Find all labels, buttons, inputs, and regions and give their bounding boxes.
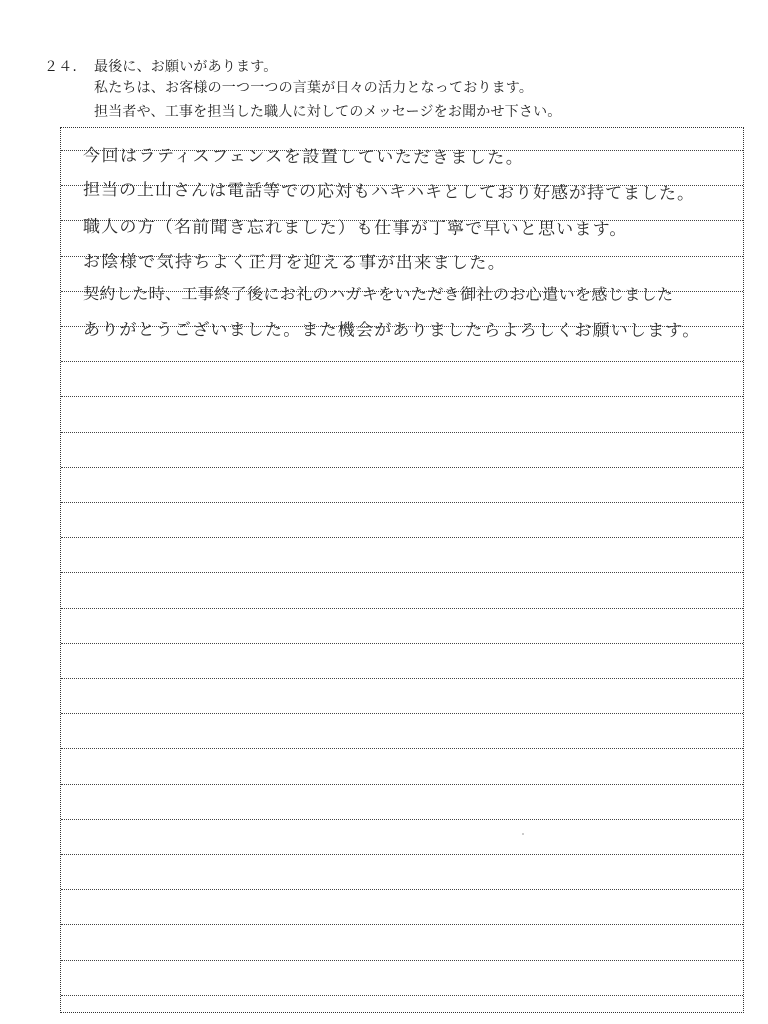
ruled-line xyxy=(61,713,743,714)
ruled-line xyxy=(61,819,743,820)
handwritten-answer-box xyxy=(60,127,744,1013)
answer-line-5: 契約した時、工事終了後にお礼のハガキをいただき御社のお心遣いを感じました xyxy=(82,284,674,305)
question-description-line-2: 担当者や、工事を担当した職人に対してのメッセージをお聞かせ下さい。 xyxy=(94,104,562,120)
ruled-line xyxy=(61,502,743,503)
ruled-line xyxy=(61,396,743,397)
ruled-line xyxy=(61,748,743,749)
answer-line-3: 職人の方（名前聞き忘れました）も仕事が丁寧で早いと思います。 xyxy=(82,217,628,240)
ruled-line xyxy=(61,432,743,433)
ruled-line xyxy=(61,889,743,890)
ruled-line xyxy=(61,608,743,609)
ruled-line xyxy=(61,361,743,362)
ruled-line xyxy=(61,960,743,961)
answer-line-1: 今回はラティスフェンスを設置していただきました。 xyxy=(82,146,525,169)
answer-line-2: 担当の上山さんは電話等での応対もハキハキとしており好感が持てました。 xyxy=(82,180,696,205)
ruled-line xyxy=(61,995,743,996)
ruled-line xyxy=(61,924,743,925)
ruled-line xyxy=(61,537,743,538)
paper-speck xyxy=(522,833,524,835)
ruled-line xyxy=(61,854,743,855)
question-title: 最後に、お願いがあります。 xyxy=(94,59,278,75)
answer-line-6: ありがとうございました。また機会がありましたらよろしくお願いします。 xyxy=(82,320,701,342)
question-header xyxy=(0,0,768,130)
answer-line-4: お陰様で気持ちよく正月を迎える事が出来ました。 xyxy=(82,252,507,274)
ruled-line xyxy=(61,784,743,785)
question-description-line-1: 私たちは、お客様の一つ一つの言葉が日々の活力となっております。 xyxy=(94,80,534,96)
ruled-line xyxy=(61,678,743,679)
ruled-line xyxy=(61,643,743,644)
ruled-line xyxy=(61,572,743,573)
question-number: ２４. xyxy=(44,59,78,75)
ruled-line xyxy=(61,467,743,468)
